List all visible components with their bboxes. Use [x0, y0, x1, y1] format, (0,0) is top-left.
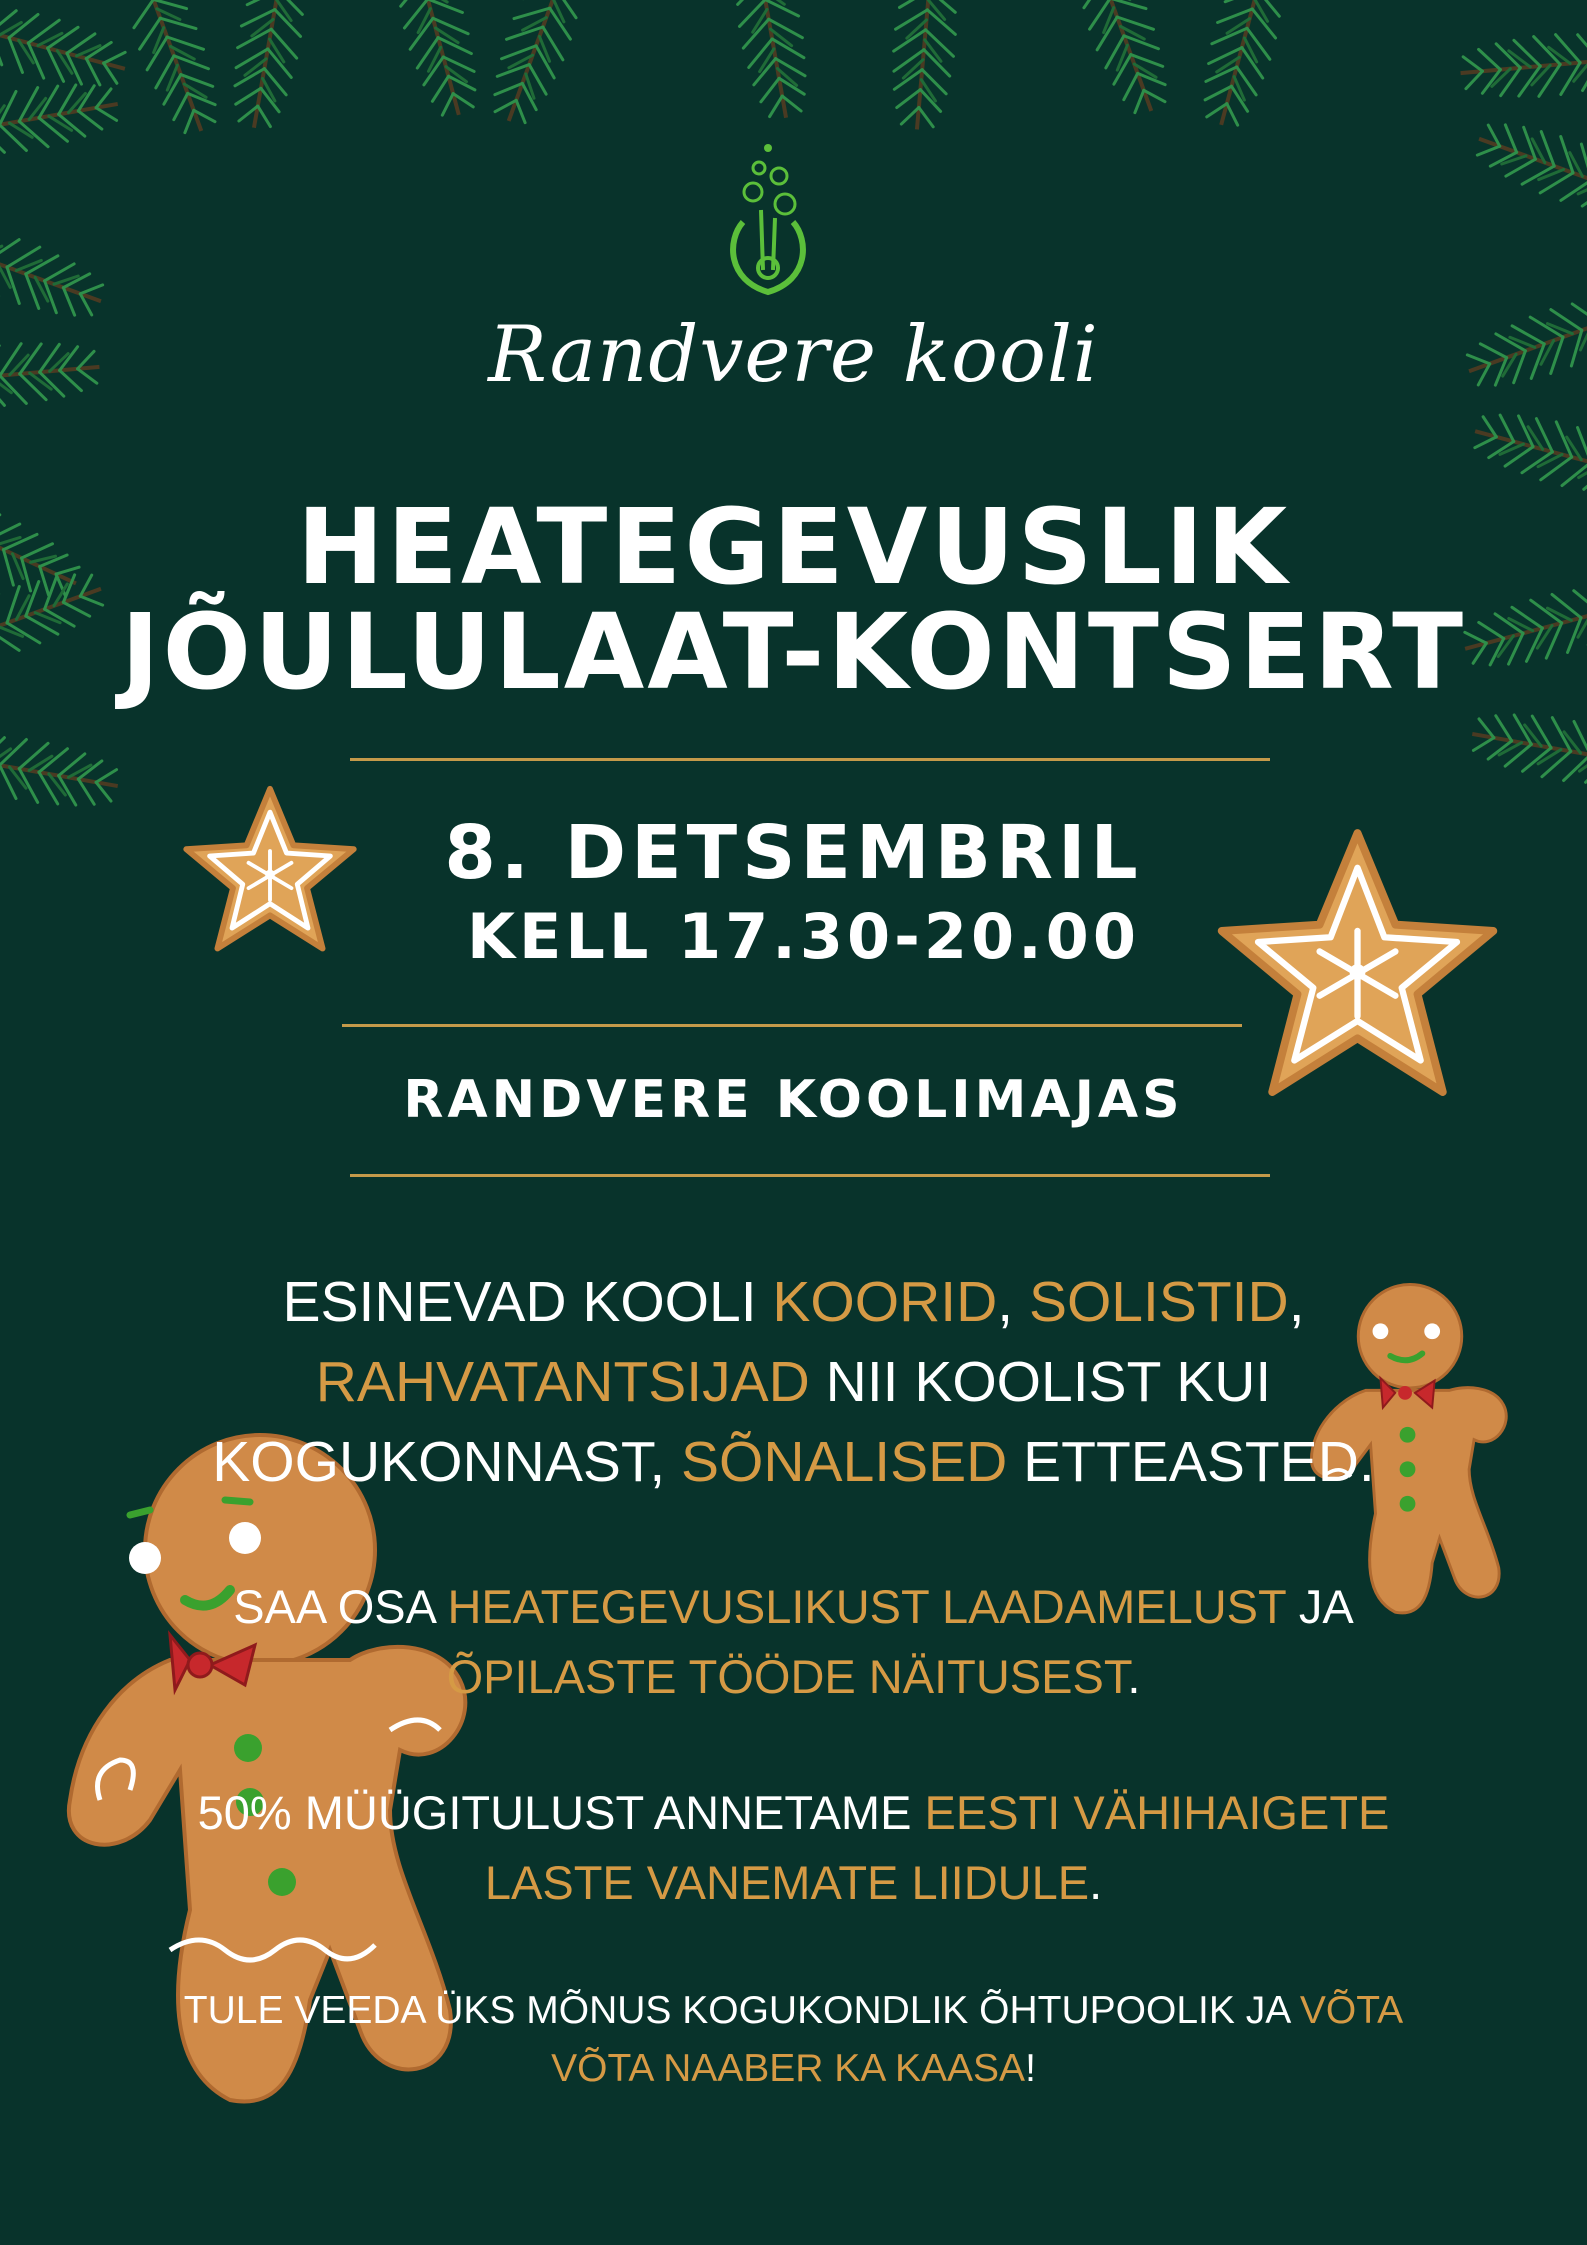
event-date: 8. DETSEMBRIL — [444, 810, 1143, 896]
highlight: RAHVATANTSIJAD — [315, 1350, 810, 1414]
highlight: VÕTA VÕTA NAABER KA KAASA — [551, 1989, 1404, 2090]
divider — [350, 758, 1270, 761]
performers-text: ESINEVAD KOOLI KOORID, SOLISTID, RAHVATANTSIJAD NII KOOLIST KUI KOGUKONNAST, SÕNALISED ETTEASTED. — [212, 1270, 1375, 1494]
school-name: Randvere kooli — [488, 310, 1099, 400]
event-venue: RANDVERE KOOLIMAJAS — [403, 1070, 1184, 1130]
divider — [342, 1024, 1242, 1027]
highlight: KOORID — [772, 1270, 998, 1334]
highlight: HEATEGEVUSLIKUST LAADAMELUST — [447, 1580, 1286, 1633]
donation-text: 50% MÜÜGITULUST ANNETAME EESTI VÄHIHAIGETE LASTE VANEMATE LIIDULE. — [197, 1786, 1390, 1909]
divider — [350, 1174, 1270, 1177]
highlight: EESTI VÄHIHAIGETE LASTE VANEMATE LIIDULE — [484, 1786, 1390, 1909]
title-line-2: JÕULULAAT-KONTSERT — [120, 591, 1467, 713]
invite-text: TULE VEEDA ÜKS MÕNUS KOGUKONDLIK ÕHTUPOOLIK JA VÕTA VÕTA NAABER KA KAASA! — [183, 1989, 1404, 2090]
pine-branches — [0, 0, 1587, 900]
highlight: SÕNALISED — [681, 1430, 1008, 1494]
school-logo-icon — [723, 140, 813, 310]
star-cookie-icon — [1205, 822, 1510, 1122]
star-cookie-icon — [175, 782, 365, 967]
highlight: ÕPILASTE TÖÖDE NÄITUSEST — [446, 1650, 1128, 1703]
title-line-1: HEATEGEVUSLIK — [296, 486, 1291, 608]
fair-text: SAA OSA HEATEGEVUSLIKUST LAADAMELUST JA ÕPILASTE TÖÖDE NÄITUSEST. — [233, 1580, 1354, 1703]
event-time: KELL 17.30-20.00 — [467, 900, 1140, 973]
highlight: SOLISTID — [1028, 1270, 1289, 1334]
